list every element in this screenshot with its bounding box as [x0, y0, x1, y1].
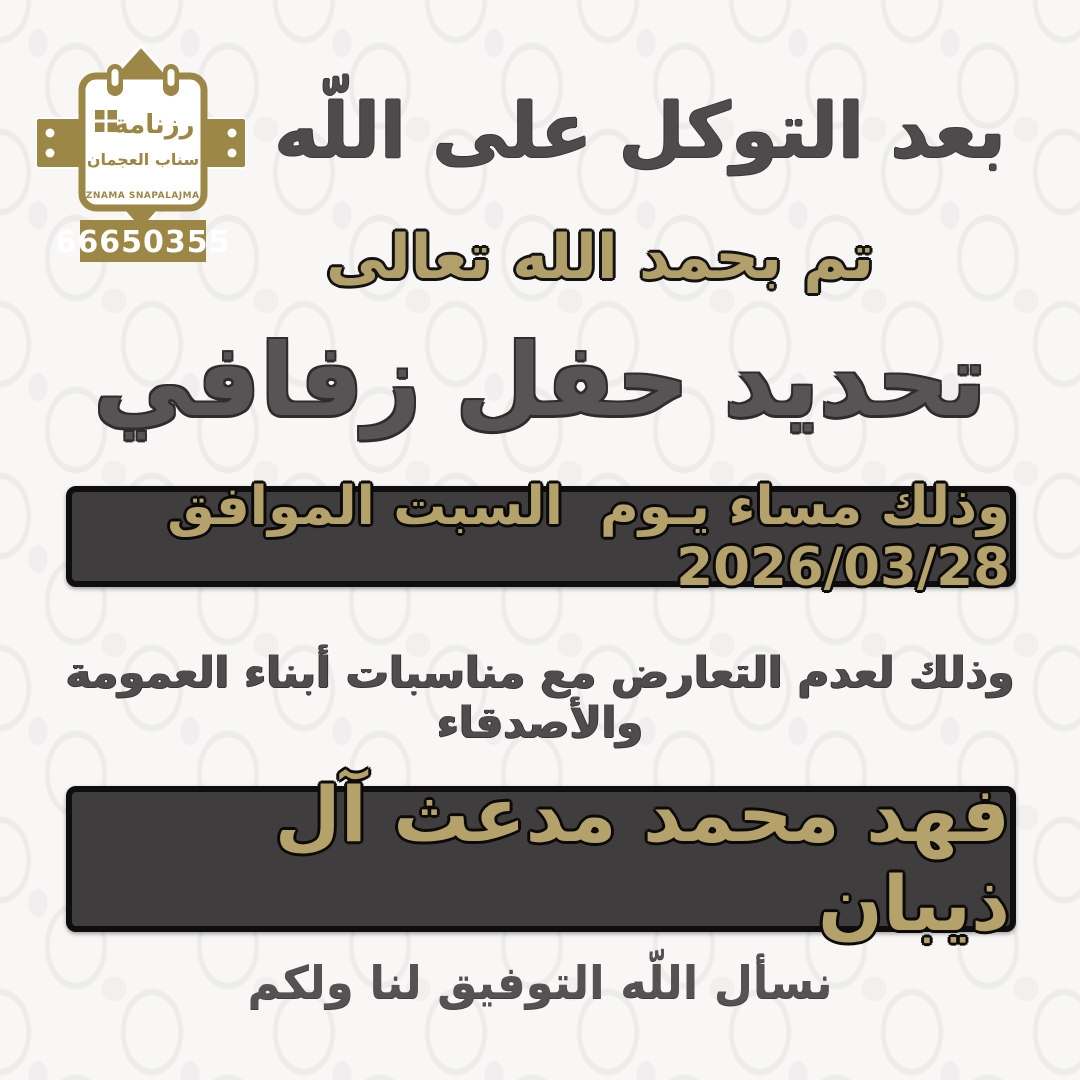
- reason-line: وذلك لعدم التعارض مع مناسبات أبناء العمومة والأصدقاء: [65, 648, 1015, 748]
- logo-brand-subtitle-arabic: سناب العجمان: [86, 150, 200, 169]
- ribbon-dot: [46, 149, 55, 158]
- calendar-body: [82, 76, 204, 208]
- closing-line: نسأل اللّه التوفيق لنا ولكم: [247, 956, 833, 1009]
- phone-number: 66650355: [55, 225, 231, 260]
- date-banner-text: وذلك مساء يـوم السبت الموافق 2026/03/28: [148, 475, 1010, 598]
- opening-line: بعد التوكل على اللّه: [274, 86, 1006, 175]
- groom-name-banner: [66, 770, 1016, 948]
- calendar-ring-hole: [112, 69, 119, 86]
- logo-brand-name-arabic: رزنامة: [113, 110, 195, 140]
- main-title: تحديد حفل زفافي: [93, 322, 987, 439]
- logo-brand-name-latin: RZNAMA SNAPALAJMAN: [78, 191, 208, 201]
- date-banner: [66, 475, 1016, 598]
- groom-name-text: فهد محمد مدعث آل ذيبان: [248, 770, 1010, 948]
- ribbon-dot: [46, 129, 55, 138]
- thanks-line: تم بحمد الله تعالى: [325, 222, 875, 293]
- calendar-ring-hole: [168, 69, 175, 86]
